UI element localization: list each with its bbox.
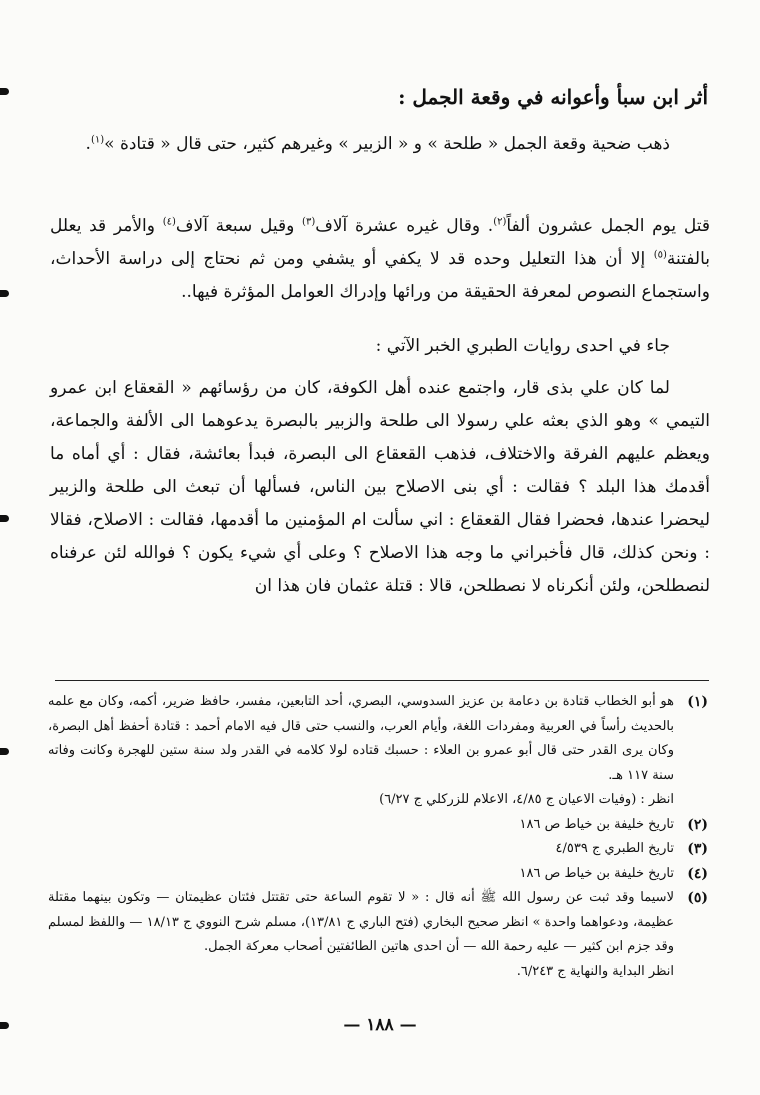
- footnote: [48, 862, 708, 887]
- footnote: [48, 886, 708, 960]
- scan-edge-mark: [0, 515, 9, 522]
- footnote-number: (٣): [687, 841, 708, 857]
- footnote-number: (٤): [687, 865, 708, 882]
- paragraph-2-part-a: قتل يوم الجمل عشرون ألفاً: [506, 216, 710, 236]
- page-number: — ١٨٨ —: [343, 1015, 417, 1035]
- scan-edge-mark: [0, 290, 9, 297]
- section-heading: أثر ابن سبأ وأعوانه في وقعة الجمل :: [398, 85, 708, 109]
- footnote-source: [48, 788, 708, 813]
- footnote-ref: (١): [90, 134, 105, 146]
- scan-edge-mark: [0, 748, 9, 755]
- footnote-ref: (٥): [653, 249, 667, 261]
- footnote-number: (٥): [687, 890, 708, 906]
- footnotes: [48, 690, 708, 984]
- footnote-text: تاريخ خليفة بن خياط ص ١٨٦: [519, 865, 674, 881]
- paragraph-1: [50, 128, 710, 161]
- paragraph-2-part-e: إلا أن هذا التعليل وحده قد لا يكفي أو يشفي ومن ثم نحتاج إلى دراسة الأحداث، واستجماع النصوص لمعرفة الحقيقة من ورائها وإدراك العوامل المؤثرة فيها..: [50, 249, 710, 302]
- paragraph-1-text: ذهب ضحية وقعة الجمل « طلحة » و « الزبير » وغيرهم كثير، حتى قال « قتادة »: [104, 134, 670, 154]
- footnote: [48, 837, 708, 862]
- footnote-divider: [55, 680, 709, 681]
- footnote-source: [48, 960, 708, 985]
- footnote-ref: (٤): [162, 216, 176, 228]
- paragraph-4: لما كان علي بذى قار، واجتمع عنده أهل الكوفة، كان من رؤسائهم « القعقاع ابن عمرو التيمي » وهو الذي بعثه علي رسولا الى طلحة والزبير بالبصرة يدعوهما الى الألفة والجماعة، ويعظم عليهم الفرقة والاختلاف، فذهب القعقاع الى البصرة، فبدأ بعائشة، فقال : أي أماه ما أقدمك هذا البلد ؟ فقالت : أي بنى الاصلاح بين الناس، فسألها أن تبعث الى طلحة والزبير ليحضرا عندها، فحضرا فقال القعقاع : اني سألت ام المؤمنين ما أقدمها، فقالت : الاصلاح، فقالا : ونحن كذلك، قال فأخبراني ما وجه هذا الاصلاح ؟ وعلى أي شيء يكون ؟ فوالله لئن عرفناه لنصطلحن، ولئن أنكرناه لا نصطلحن، قالا : قتلة عثمان فان هذا ان: [50, 378, 710, 596]
- footnote-text: تاريخ الطبري ج ٤/٥٣٩: [555, 841, 674, 856]
- footnote-text: لاسيما وقد ثبت عن رسول الله ﷺ أنه قال : « لا تقوم الساعة حتى تقتتل فئتان عظيمتان — وتكون بينهما مقتلة عظيمة، ودعواهما واحدة » انظر صحيح البخاري (فتح الباري ج ١٣/٨١)، مسلم شرح النووي ج ١٨/١٣ — واللفظ لمسلم وقد جزم ابن كثير — عليه رحمة الله — أن احدى هاتين الطائفتين أصحاب معركة الجمل.: [48, 890, 674, 954]
- footnote-ref: (٣): [302, 216, 316, 228]
- footnote-text: هو أبو الخطاب قتادة بن دعامة بن عزيز السدوسي، البصري، أحد التابعين، مفسر، حافظ ضرير، أكمه، وكان مع علمه بالحديث رأساً في العربية ومفردات اللغة، وأيام العرب، والنسب حتى قال فيه الامام أحمد : قتادة أحفظ أهل البصرة، وكان يرى القدر حتى قال أبو عمرو بن العلاء : حسبك قتاده لولا كلامه في القدر ولد سنة ستين للهجرة وكانت وفاته سنة ١١٧ هـ.: [48, 694, 674, 783]
- paragraph-2-part-b: . وقال غيره عشرة آلاف: [315, 216, 494, 236]
- footnote-text: تاريخ خليفة بن خياط ص ١٨٦: [519, 816, 674, 832]
- paragraph-3: جاء في احدى روايات الطبري الخبر الآتي :: [375, 336, 670, 356]
- footnote-number: (١): [687, 694, 708, 710]
- footnote: [48, 813, 708, 838]
- paragraph-1-end: .: [85, 134, 91, 154]
- footnote: [48, 690, 708, 788]
- paragraph-2: [50, 210, 710, 309]
- footnote-ref: (٢): [493, 216, 507, 228]
- scan-edge-mark: [0, 88, 9, 95]
- footnote-number: (٢): [687, 816, 708, 833]
- paragraph-2-part-c: وقيل سبعة آلاف: [175, 216, 303, 236]
- footnote-text: انظر البداية والنهاية ج ٦/٢٤٣.: [516, 963, 674, 979]
- paragraph-2-part-d: والأمر قد يعلل بالفتنة: [50, 216, 710, 269]
- footnote-text: انظر : (وفيات الاعيان ج ٤/٨٥، الاعلام للزركلي ج ٦/٢٧): [379, 792, 674, 807]
